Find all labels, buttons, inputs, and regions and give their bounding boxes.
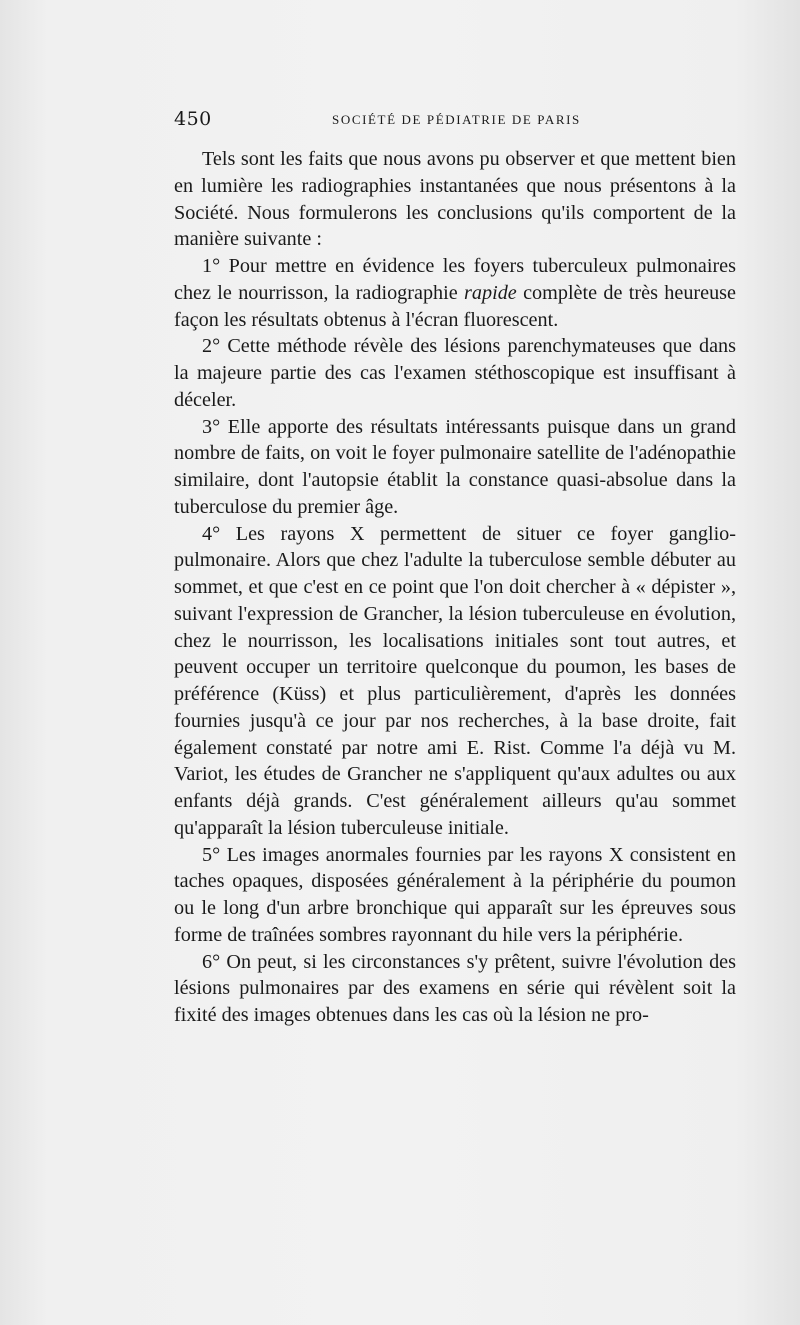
paragraph-conclusion-5: 5° Les images anormales fournies par les rayons X consistent en taches opaques, disposées généralement à la périphérie du poumon ou le long d'un arbre bronchique qui apparaît sur les épreuves sous forme de traînées sombres rayonnant du hile vers la périphérie. [174,843,736,946]
paragraph-conclusion-6: 6° On peut, si les circonstances s'y prêtent, suivre l'évolution des lésions pulmonaires par des examens en série qui révèlent soit la fixité des images obtenues dans les cas où la lésion ne pro- [174,950,736,1026]
page-number: 450 [174,108,212,130]
body-text [174,146,736,1029]
paragraph-text: 1° Pour mettre en évidence les foyers tuberculeux pulmonaires chez le nourrisson, la radiographie [174,255,736,304]
paragraph-conclusion-4: 4° Les rayons X permettent de situer ce foyer ganglio-pulmonaire. Alors que chez l'adulte la tuberculose semble débuter au sommet, et que c'est en ce point que l'on doit chercher à « dépister », suivant l'expression de Grancher, la lésion tuberculeuse en évolution, chez le nourrisson, les localisations initiales sont tout autres, et peuvent occuper un territoire quelconque du poumon, les bases de préférence (Küss) et plus particulièrement, d'après les données fournies jusqu'à ce jour par nos recherches, à la base droite, fait également constaté par notre ami E. Rist. Comme l'a déjà vu M. Variot, les études de Grancher ne s'appliquent qu'aux adultes ou aux enfants déjà grands. C'est généralement ailleurs qu'au sommet qu'apparaît la lésion tuberculeuse initiale. [174,522,736,839]
paragraph-conclusion-3: 3° Elle apporte des résultats intéressants puisque dans un grand nombre de faits, on voit le foyer pulmonaire satellite de l'adénopathie similaire, dont l'autopsie établit la constance quasi-absolue dans la tuberculose du premier âge. [174,415,736,518]
paragraph-conclusion-1 [174,253,736,333]
running-head: SOCIÉTÉ DE PÉDIATRIE DE PARIS [332,112,581,127]
paragraph-text: complète de très heureuse façon les résultats obtenus à l'écran fluorescent. [174,281,737,331]
paragraph-intro: Tels sont les faits que nous avons pu observer et que mettent bien en lumière les radiographies instantanées que nous présentons à la Société. Nous formulerons les conclusions qu'ils comportent de la manière suivante : [174,148,736,251]
page-header [174,108,734,132]
paragraph-conclusion-2: 2° Cette méthode révèle des lésions parenchymateuses que dans la majeure partie des cas l'examen stéthoscopique est insuffisant à déceler. [174,335,736,411]
emphasis-rapide: rapide [464,281,517,304]
